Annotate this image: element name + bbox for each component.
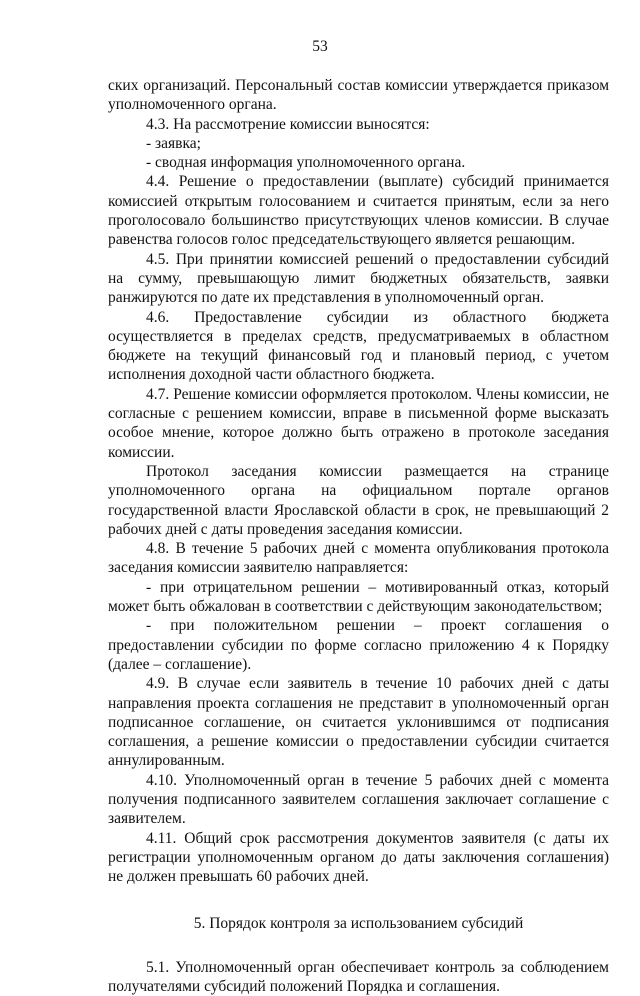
paragraph-4-9: 4.9. В случае если заявитель в течение 10 рабочих дней с даты направления проекта соглашения не представит в уполномоченный орган подписанное соглашение, он считается уклонившимся от подписания соглашения, а решение комиссии о предоставлении субсидии считается аннулированным. (108, 675, 609, 770)
document-body (108, 76, 609, 996)
section-heading: 5. Порядок контроля за использованием субсидий (193, 915, 524, 933)
paragraph-4-11: 4.11. Общий срок рассмотрения документов заявителя (с даты их регистрации уполномоченным органом до даты заключения соглашения) не должен превышать 60 рабочих дней. (108, 829, 609, 886)
list-item-summary: - сводная информация уполномоченного органа. (146, 154, 466, 172)
paragraph-5-1: 5.1. Уполномоченный орган обеспечивает контроль за соблюдением получателями субсидий положений Порядка и соглашения. (108, 958, 609, 996)
paragraph-4-10: 4.10. Уполномоченный орган в течение 5 рабочих дней с момента получения подписанного заявителем соглашения заключает соглашение с заявителем. (108, 771, 609, 828)
paragraph-4-6: 4.6. Предоставление субсидии из областного бюджета осуществляется в пределах средств, предусматриваемых в областном бюджете на текущий финансовый год и плановый период, с учетом исполнения доходной части областного бюджета. (108, 308, 609, 384)
list-item-positive-decision: - при положительном решении – проект соглашения о предоставлении субсидии по форме согласно приложению 4 к Порядку (далее – соглашение). (108, 617, 609, 673)
paragraph-continuation: ских организаций. Персональный состав комиссии утверждается приказом уполномоченного органа. (108, 77, 609, 114)
paragraph-4-3: 4.3. На рассмотрение комиссии выносятся: (146, 115, 430, 133)
paragraph-4-7: 4.7. Решение комиссии оформляется протоколом. Члены комиссии, не согласные с решением комиссии, вправе в письменной форме высказать особое мнение, которое должно быть отражено в протоколе заседания комиссии. (108, 385, 609, 461)
list-item-application: - заявка; (146, 134, 201, 152)
paragraph-4-5: 4.5. При принятии комиссией решений о предоставлении субсидий на сумму, превышающую лимит бюджетных обязательств, заявки ранжируются по дате их представления в уполномоченный орган. (108, 250, 609, 307)
list-item-negative-decision: - при отрицательном решении – мотивированный отказ, который может быть обжалован в соответствии с действующим законодательством; (108, 578, 609, 616)
page-number: 53 (312, 38, 328, 55)
paragraph-4-8: 4.8. В течение 5 рабочих дней с момента опубликования протокола заседания комиссии заявителю направляется: (108, 540, 609, 577)
paragraph-4-4: 4.4. Решение о предоставлении (выплате) субсидий принимается комиссией открытым голосованием и считается принятым, если за него проголосовало большинство присутствующих членов комиссии. В случае равенства голосов голос председательствующего является решающим. (108, 173, 609, 249)
paragraph-protocol: Протокол заседания комиссии размещается на странице уполномоченного органа на официальном портале органов государственной власти Ярославской области в срок, не превышающий 2 рабочих дней с даты проведения заседания комиссии. (108, 462, 609, 538)
